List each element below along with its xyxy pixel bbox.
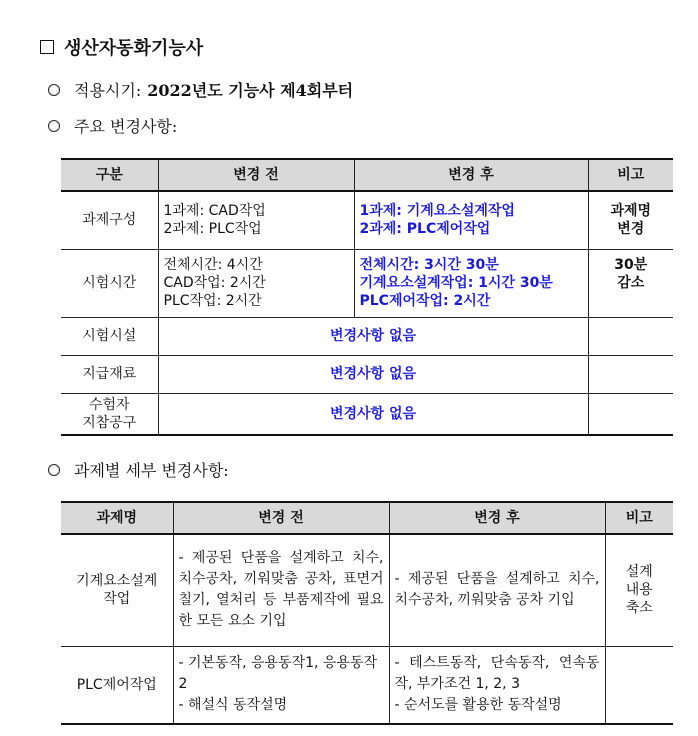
row-category: 지급재료: [61, 355, 158, 393]
row-category: 시험시설: [61, 317, 158, 355]
header-before: 변경 전: [173, 502, 389, 534]
row-before: [158, 249, 354, 317]
apply-period: [48, 78, 353, 101]
cell-line: - 순서도를 활용한 동작설명: [394, 697, 562, 714]
cell-line: 전체시간: 4시간: [163, 257, 263, 273]
cell-line: - 기본동작, 응용동작1, 응용동작2: [178, 655, 377, 693]
circle-bullet-icon: [48, 464, 60, 476]
cell-line: 설계: [625, 564, 653, 581]
cell-line: CAD작업: 2시간: [163, 275, 266, 291]
table-header-row: [61, 502, 673, 534]
header-category: 구분: [61, 159, 158, 191]
row-note: [588, 191, 673, 249]
table-row: [61, 646, 673, 724]
row-task-name: [61, 534, 173, 646]
main-changes-heading: [48, 114, 177, 137]
row-note: [605, 646, 673, 724]
checkbox-square-icon: [40, 40, 54, 54]
detail-changes-heading: [48, 458, 229, 481]
cell-line: 기계요소설계작업: 1시간 30분: [359, 275, 553, 291]
row-task-name: PLC제어작업: [61, 646, 173, 724]
apply-value: 2022년도 기능사 제4회부터: [147, 81, 354, 100]
cell-line: 기계요소설계: [76, 573, 158, 590]
table-row: [61, 191, 673, 249]
header-note: 비고: [588, 159, 673, 191]
row-category: 과제구성: [61, 191, 158, 249]
row-after: - 제공된 단품을 설계하고 치수, 치수공차, 끼워맞춤 공차 기입: [389, 534, 605, 646]
row-note: [588, 249, 673, 317]
header-after: 변경 후: [354, 159, 588, 191]
header-after: 변경 후: [389, 502, 605, 534]
row-note: [588, 355, 673, 393]
circle-bullet-icon: [48, 84, 60, 96]
apply-label: 적용시기:: [74, 81, 142, 100]
cell-line: 수험자: [88, 396, 130, 413]
cell-line: 내용: [625, 582, 653, 599]
cell-line: 30분: [614, 256, 648, 273]
row-before: - 제공된 단품을 설계하고 치수, 치수공차, 끼워맞춤 공차, 표면거칠기, 열처리 등 부품제작에 필요한 모든 요소 기입: [173, 534, 389, 646]
row-after: [354, 191, 588, 249]
cell-line: 지참공구: [82, 414, 137, 431]
row-merged: 변경사항 없음: [158, 393, 588, 435]
row-after: [389, 646, 605, 724]
row-before: [173, 646, 389, 724]
row-before: [158, 191, 354, 249]
row-category: [61, 393, 158, 435]
cell-line: PLC작업: 2시간: [163, 293, 262, 309]
section-title-text: 생산자동화기능사: [64, 38, 204, 59]
table-row: [61, 355, 673, 393]
detail-changes-table: [61, 501, 673, 725]
cell-line: 2과제: PLC제어작업: [359, 221, 491, 238]
header-note: 비고: [605, 502, 673, 534]
cell-line: 감소: [617, 274, 645, 291]
row-merged: 변경사항 없음: [158, 317, 588, 355]
cell-line: 변경: [617, 221, 645, 238]
cell-line: 1과제: 기계요소설계작업: [359, 203, 515, 220]
header-before: 변경 전: [158, 159, 354, 191]
table-row: [61, 249, 673, 317]
cell-line: 과제명: [610, 203, 652, 220]
cell-line: 2과제: PLC작업: [163, 221, 262, 238]
row-category: 시험시간: [61, 249, 158, 317]
cell-line: - 해설식 동작설명: [178, 697, 288, 714]
table-row: [61, 393, 673, 435]
row-note: [588, 317, 673, 355]
table-row: [61, 317, 673, 355]
cell-line: - 테스트동작, 단속동작, 연속동작, 부가조건 1, 2, 3: [394, 655, 600, 693]
main-changes-table: [61, 158, 673, 436]
row-merged: 변경사항 없음: [158, 355, 588, 393]
cell-line: 1과제: CAD작업: [163, 203, 266, 220]
header-task-name: 과제명: [61, 502, 173, 534]
main-changes-label: 주요 변경사항:: [74, 117, 178, 136]
table-header-row: [61, 159, 673, 191]
row-after: [354, 249, 588, 317]
cell-line: 축소: [625, 600, 653, 617]
table-row: [61, 534, 673, 646]
circle-bullet-icon: [48, 120, 60, 132]
row-note: [588, 393, 673, 435]
detail-changes-label: 과제별 세부 변경사항:: [74, 461, 229, 480]
section-title: [40, 34, 203, 60]
cell-line: 전체시간: 3시간 30분: [359, 257, 499, 273]
cell-line: PLC제어작업: 2시간: [359, 293, 491, 309]
row-note: [605, 534, 673, 646]
cell-line: 작업: [103, 591, 131, 608]
